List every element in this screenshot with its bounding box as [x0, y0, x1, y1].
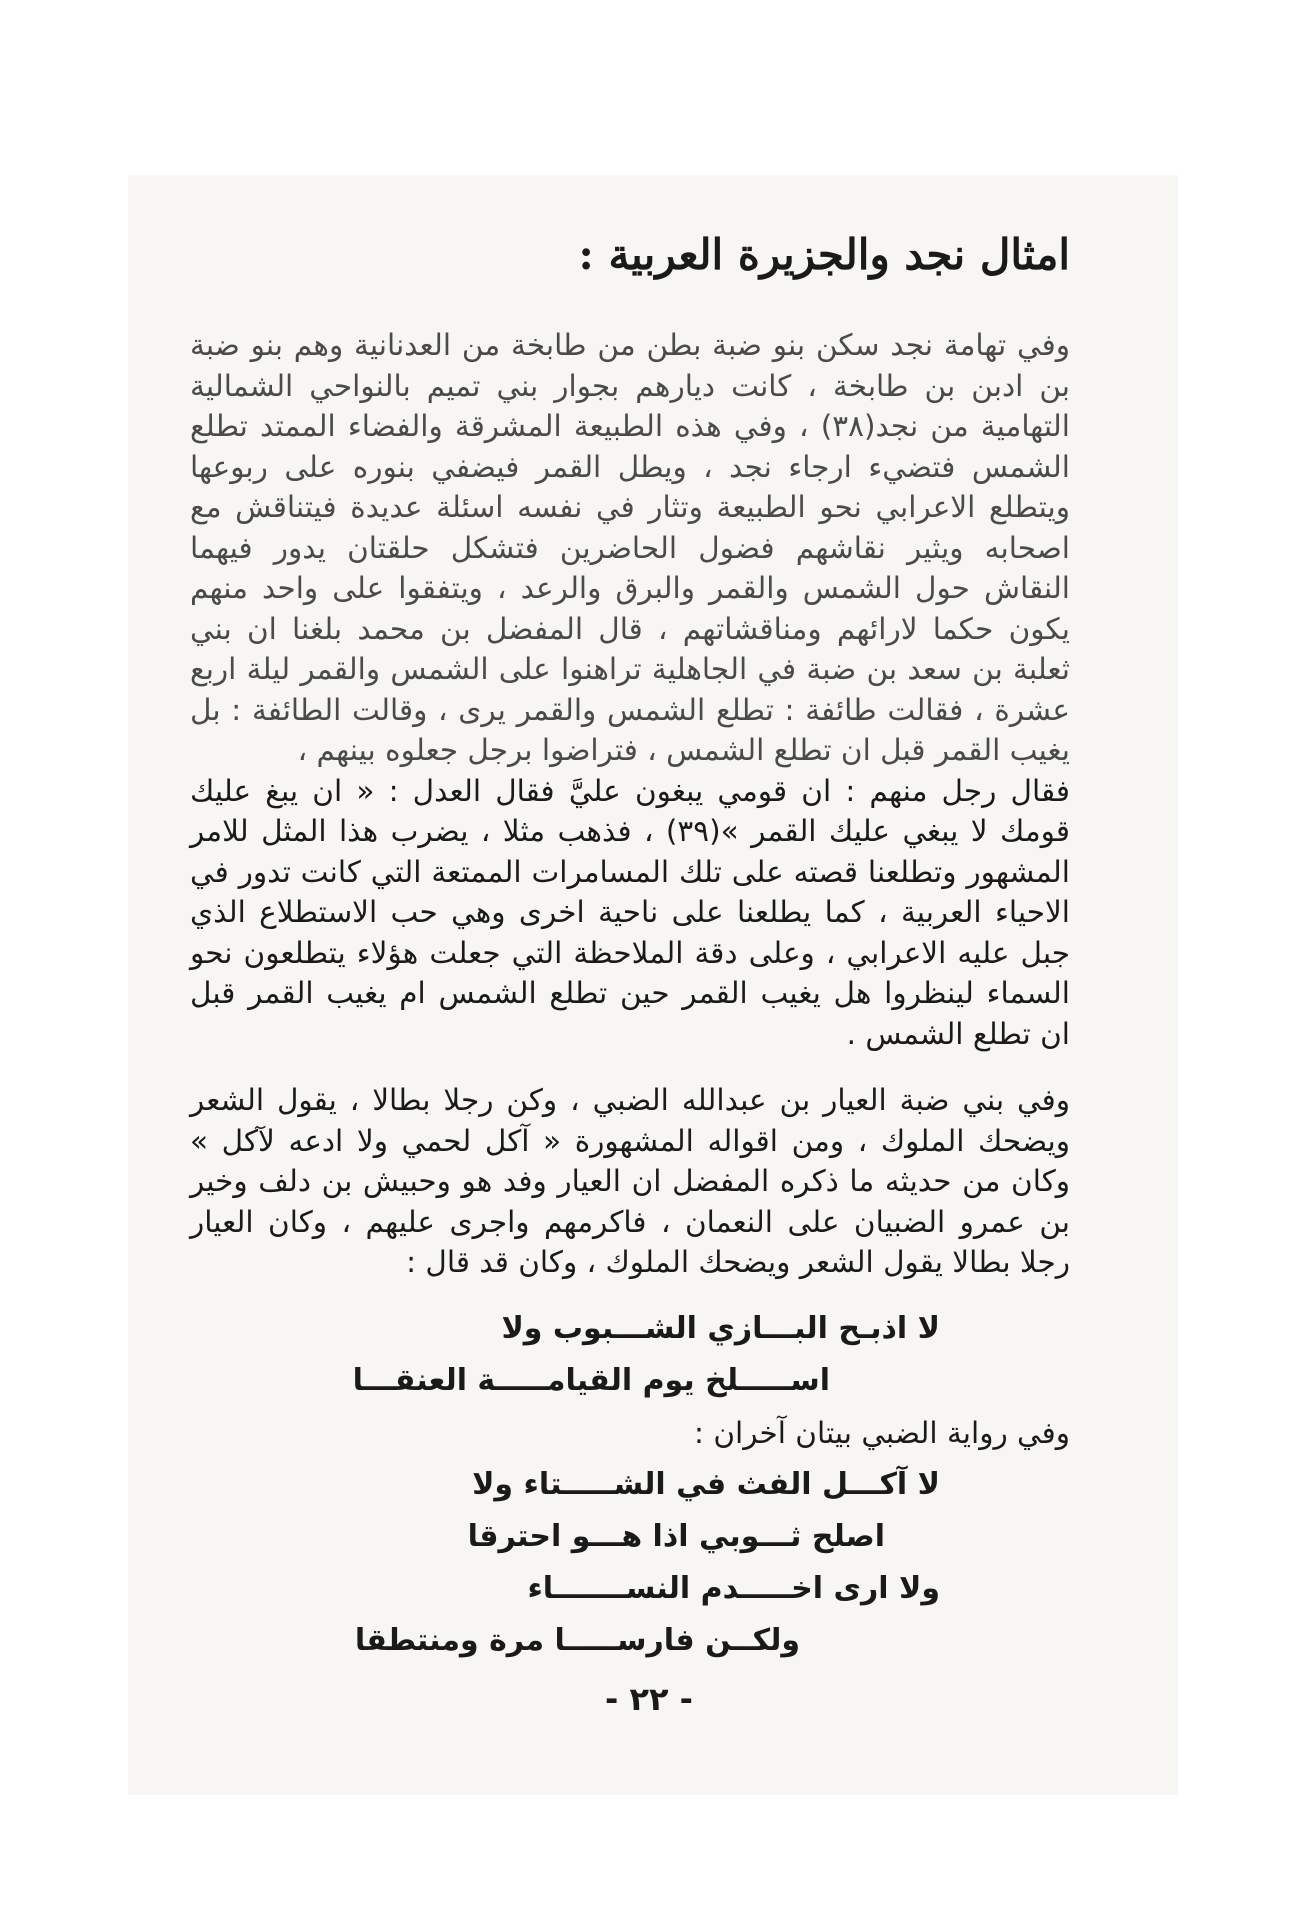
verse-line: لا آكـــل الفث في الشـــــتاء ولا [472, 1466, 940, 1502]
poem-block-2 [190, 1459, 1070, 1667]
document-page [190, 225, 1070, 1667]
paragraph-proverb: فقال رجل منهم : ان قومي يبغون عليَّ فقال العدل : « ان يبغ عليك قومك لا يبغي عليك القمر »(٣٩) ، فذهب مثلا ، يضرب هذا المثل للامر المشهور وتطلعنا قصته على تلك المسامرات الممتعة التي كانت تدور في الاحياء العربية ، كما يطلعنا على ناحية اخرى وهي حب الاستطلاع الذي جبل عليه الاعرابي ، وعلى دقة الملاحظة التي جعلت هؤلاء يتطلعون نحو السماء لينظروا هل يغيب القمر حين تطلع الشمس ام يغيب القمر قبل ان تطلع الشمس . [190, 773, 1070, 1051]
verse-line: لا اذبـح البـــازي الشـــبوب ولا [501, 1310, 940, 1346]
verse-line: ولا ارى اخـــــدم النســـــــاء [527, 1570, 940, 1606]
verse-line: اســـــلخ يوم القيامـــــة العنقـــا [352, 1362, 830, 1398]
verse-line: اصلح ثـــوبي اذا هـــو احترقا [467, 1518, 885, 1554]
poem-block-1 [190, 1303, 1070, 1407]
page-number: - ٢٢ - [605, 1680, 693, 1718]
verse-line: ولكــن فارســـــا مرة ومنتطقا [354, 1622, 800, 1658]
page-title: امثال نجد والجزيرة العربية : [578, 230, 1070, 279]
paragraph-al-ayyar: وفي بني ضبة العيار بن عبدالله الضبي ، وكن رجلا بطالا ، يقول الشعر ويضحك الملوك ، ومن اقواله المشهورة « آكل لحمي ولا ادعه لآكل » وكان من حديثه ما ذكره المفضل ان العيار وفد هو وحبيش بن دلف وخير بن عمرو الضبيان على النعمان ، فاكرمهم واجرى عليهم ، وكان العيار رجلا بطالا يقول الشعر ويضحك الملوك ، وكان قد قال : [190, 1083, 1070, 1279]
narrative-line: وفي رواية الضبي بيتان آخران : [694, 1415, 1070, 1450]
paragraph-banu-dabba: وفي تهامة نجد سكن بنو ضبة بطن من طابخة من العدنانية وهم بنو ضبة بن ادبن بن طابخة ، كانت ديارهم بجوار بني تميم بالنواحي الشمالية التهامية من نجد(٣٨) ، وفي هذه الطبيعة المشرقة والفضاء الممتد تطلع الشمس فتضيء ارجاء نجد ، ويطل القمر فيضفي بنوره على ربوعها ويتطلع الاعرابي نحو الطبيعة وتثار في نفسه اسئلة عديدة فيتناقش مع اصحابه ويثير نقاشهم فضول الحاضرين فتشكل حلقتان يدور فيهما النقاش حول الشمس والقمر والبرق والرعد ، ويتفقوا على واحد منهم يكون حكما لارائهم ومناقشاتهم ، قال المفضل بن محمد بلغنا ان بني ثعلبة بن سعد بن ضبة في الجاهلية تراهنوا على الشمس والقمر ليلة اربع عشرة ، فقالت طائفة : تطلع الشمس والقمر يرى ، وقالت الطائفة : بل يغيب القمر قبل ان تطلع الشمس ، فتراضوا برجل جعلوه بينهم ، [190, 328, 1070, 767]
